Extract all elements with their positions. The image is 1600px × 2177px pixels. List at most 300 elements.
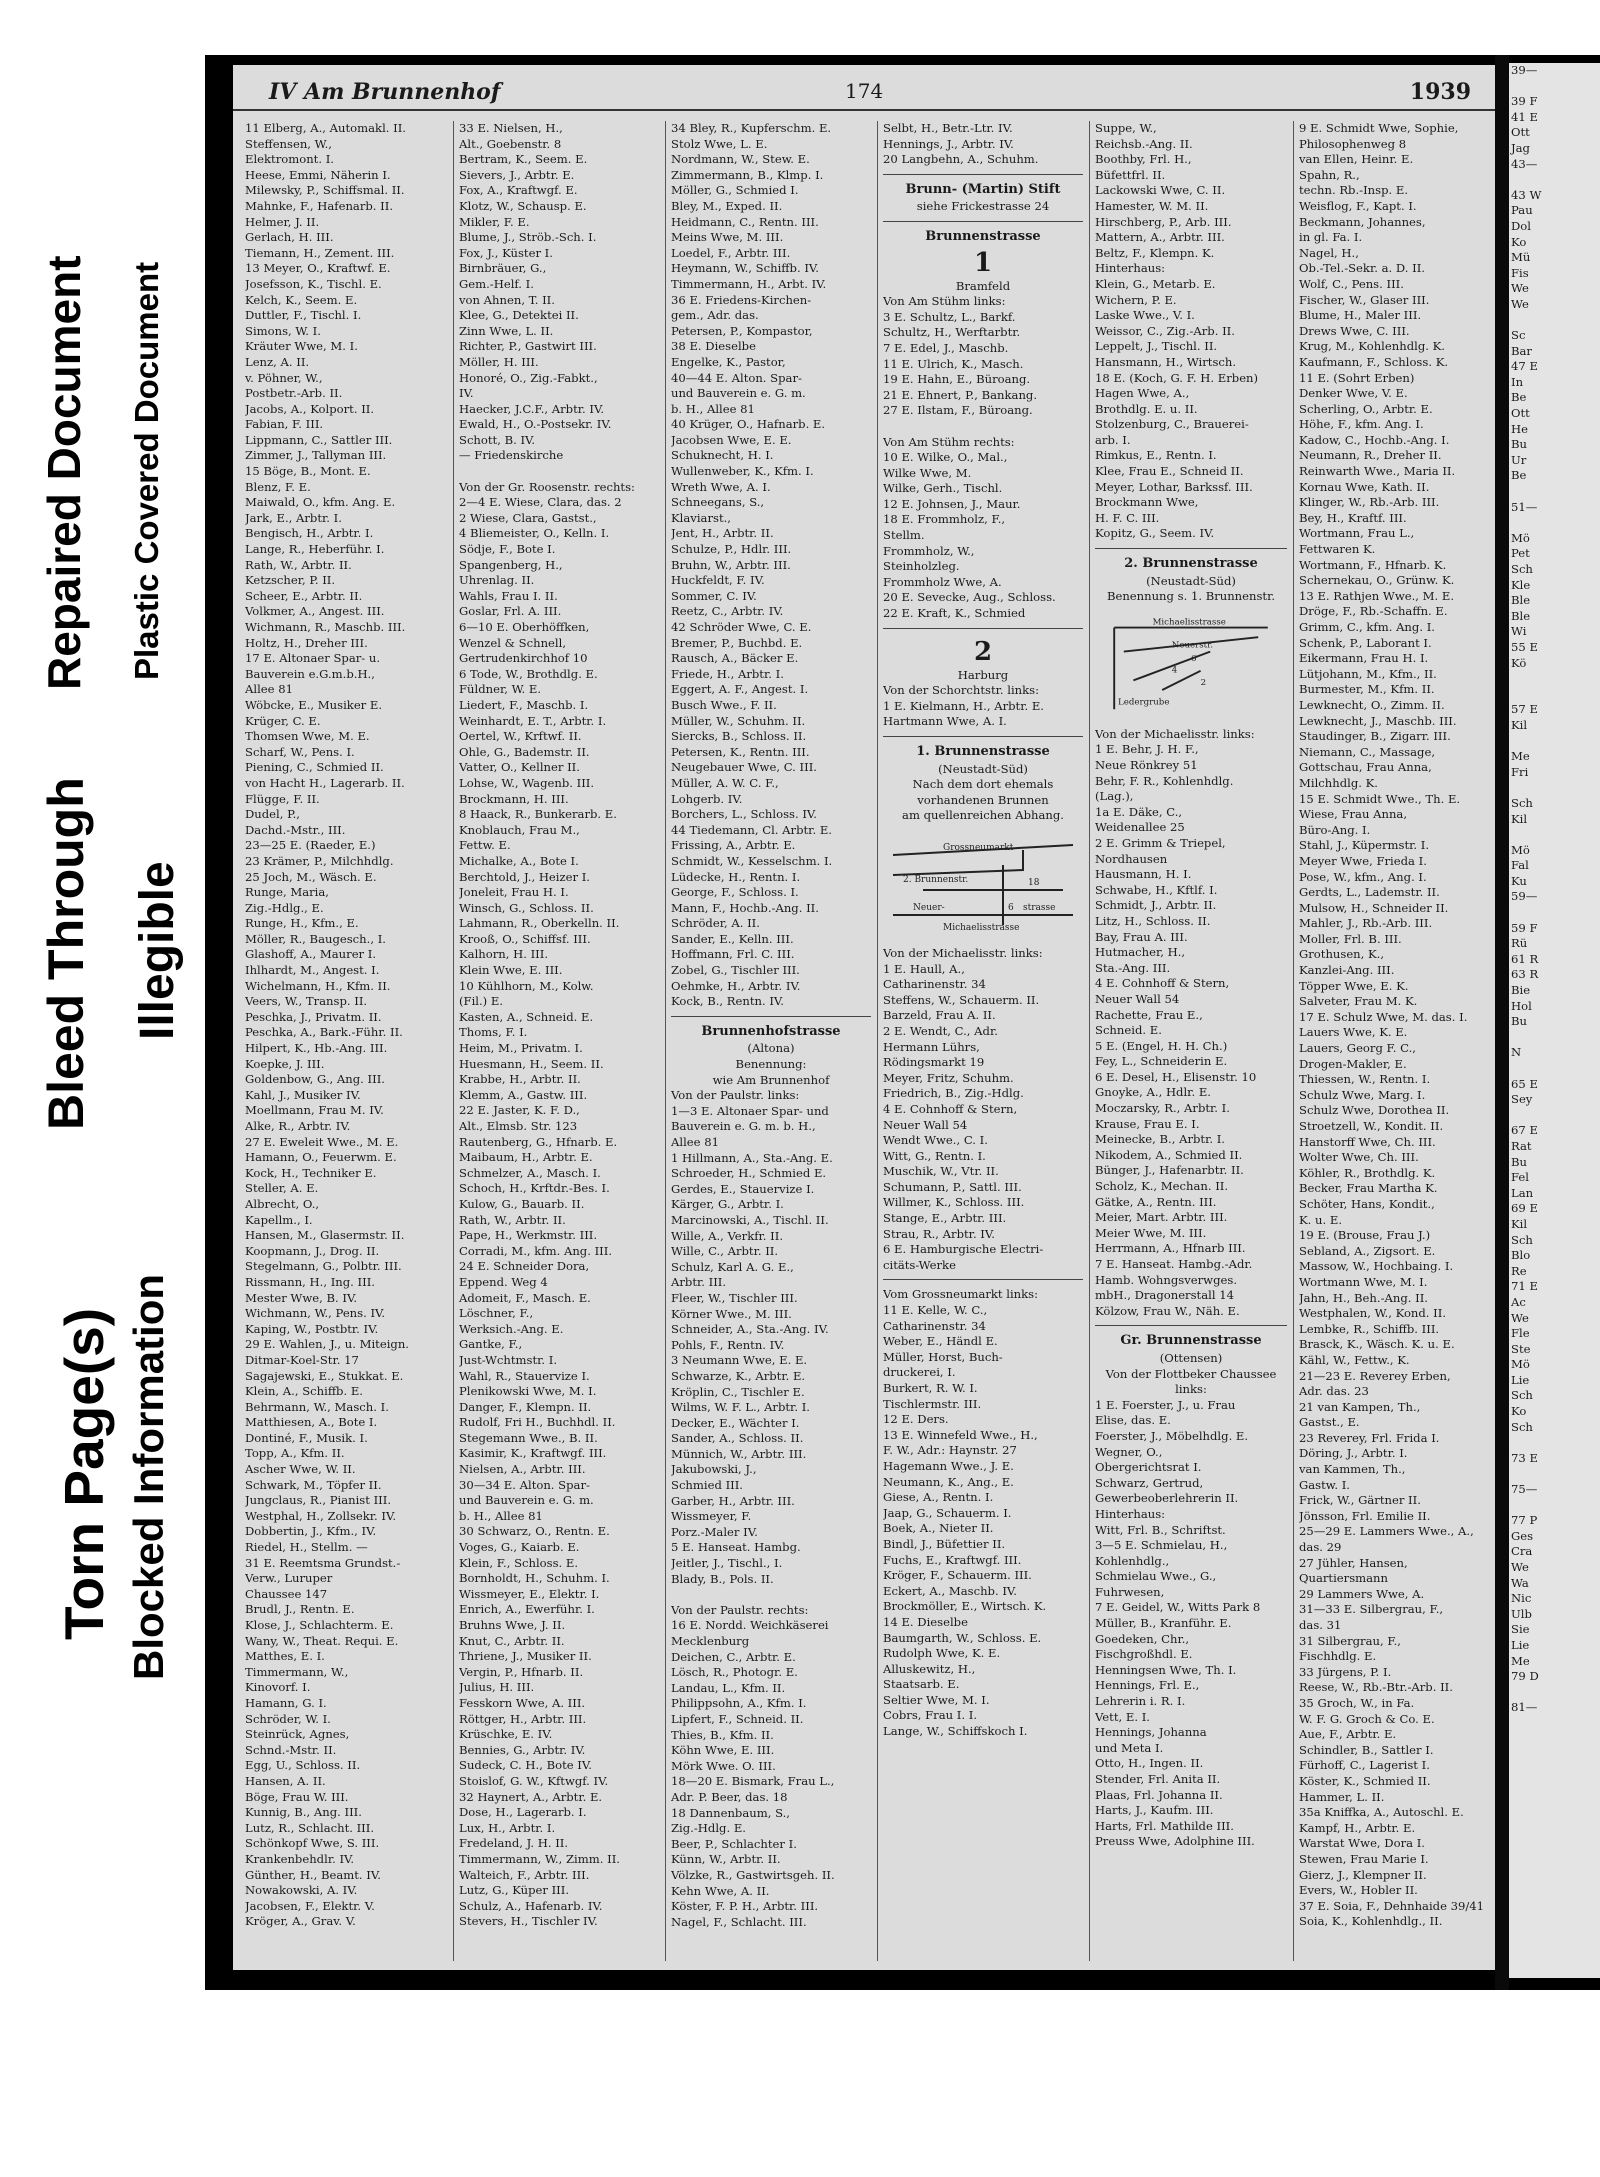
directory-entry: Klemm, A., Gastw. III. xyxy=(459,1087,588,1102)
directory-entry: Drews Wwe, C. III. xyxy=(1299,323,1410,338)
directory-entry: Rachette, Frau E., xyxy=(1095,1007,1203,1022)
directory-entry: Lewknecht, O., Zimm. II. xyxy=(1299,697,1445,712)
directory-entry: Schulz Wwe, Dorothea II. xyxy=(1299,1103,1450,1118)
directory-entry: Haecker, J.C.F., Arbtr. IV. xyxy=(459,401,605,416)
book-gutter xyxy=(1495,55,1509,1990)
directory-entry: Jungclaus, R., Pianist III. xyxy=(245,1493,392,1508)
directory-entry: Brudl, J., Rentn. E. xyxy=(245,1602,355,1617)
next-page-fragment: Sch xyxy=(1511,1232,1533,1247)
directory-entry: Meinecke, B., Arbtr. I. xyxy=(1095,1132,1225,1147)
directory-entry: Blume, J., Ströb.-Sch. I. xyxy=(459,230,597,245)
street-note: (Neustadt-Süd) xyxy=(1146,573,1236,588)
directory-entry: Gem.-Helf. I. xyxy=(459,276,534,291)
next-page-fragment: Ko xyxy=(1511,1404,1527,1419)
directory-entry: Beckmann, Johannes, xyxy=(1299,214,1426,229)
directory-entry: 16 E. Nordd. Weichkäserei xyxy=(671,1618,829,1633)
directory-entry: Plaas, Frl. Johanna II. xyxy=(1095,1787,1223,1802)
directory-entry: Meyer Wwe, Frieda I. xyxy=(1299,853,1427,868)
directory-entry: Schmidt, J., Arbtr. II. xyxy=(1095,898,1217,913)
directory-entry: Alluskewitz, H., xyxy=(883,1661,976,1676)
directory-entry: Staatsarb. E. xyxy=(883,1677,960,1692)
directory-entry: Giese, A., Rentn. I. xyxy=(883,1490,994,1505)
directory-entry: Spahn, R., xyxy=(1299,167,1360,182)
next-page-fragment xyxy=(1509,1435,1600,1451)
next-page-fragment: Kil xyxy=(1511,1216,1528,1231)
directory-entry: Catharinenstr. 34 xyxy=(883,1318,986,1333)
directory-entry: Klein Wwe, E. III. xyxy=(459,963,563,978)
next-page-fragment: 55 E xyxy=(1511,639,1538,654)
directory-entry: 10 E. Wilke, O., Mal., xyxy=(883,450,1008,465)
directory-entry: Milchhdlg. K. xyxy=(1299,775,1378,790)
directory-entry: 20 E. Sevecke, Aug., Schloss. xyxy=(883,590,1056,605)
directory-entry: Müller, W., Schuhm. II. xyxy=(671,713,806,728)
directory-entry: Dose, H., Lagerarb. I. xyxy=(459,1805,587,1820)
directory-entry: 6 E. Hamburgische Electri- xyxy=(883,1242,1044,1257)
directory-entry: Köster, K., Schmied II. xyxy=(1299,1773,1431,1788)
svg-text:18: 18 xyxy=(1028,877,1040,888)
street-heading: Brunnenhofstrasse xyxy=(701,1023,841,1039)
directory-entry: Schulz Wwe, Marg. I. xyxy=(1299,1087,1426,1102)
directory-entry: Topp, A., Kfm. II. xyxy=(245,1446,345,1461)
next-page-fragment: Kil xyxy=(1511,717,1528,732)
directory-entry: 31 Silbergrau, F., xyxy=(1299,1633,1401,1648)
directory-entry: Lackowski Wwe, C. II. xyxy=(1095,183,1226,198)
directory-entry: Harts, J., Kaufm. III. xyxy=(1095,1803,1214,1818)
directory-entry: Herrmann, A., Hfnarb III. xyxy=(1095,1241,1246,1256)
directory-entry: Hanstorff Wwe, Ch. III. xyxy=(1299,1134,1436,1149)
next-page-fragment: Nic xyxy=(1511,1591,1532,1606)
directory-entry: Beer, P., Schlachter I. xyxy=(671,1836,797,1851)
column-3 xyxy=(667,121,875,1961)
street-map-2 xyxy=(1095,611,1287,721)
directory-entry: b. H., Allee 81 xyxy=(459,1508,543,1523)
column-5 xyxy=(1091,121,1291,1961)
directory-entry: Fleer, W., Tischler III. xyxy=(671,1290,798,1305)
directory-entry: Catharinenstr. 34 xyxy=(883,977,986,992)
directory-entry: Glashoff, A., Maurer I. xyxy=(245,947,377,962)
directory-entry: Schumann, P., Sattl. III. xyxy=(883,1179,1022,1194)
directory-entry: 15 E. Schmidt Wwe., Th. E. xyxy=(1299,791,1461,806)
next-page-fragment: Me xyxy=(1511,749,1530,764)
directory-entry: Werksich.-Ang. E. xyxy=(459,1321,564,1336)
directory-entry: George, F., Schloss. I. xyxy=(671,885,799,900)
directory-entry: Deichen, C., Arbtr. E. xyxy=(671,1649,796,1664)
directory-entry: Ditmar-Koel-Str. 17 xyxy=(245,1352,359,1367)
directory-entry: Petersen, P., Kompastor, xyxy=(671,323,813,338)
next-page-fragment: Bu xyxy=(1511,1014,1527,1029)
directory-entry: Wichmann, W., Pens. IV. xyxy=(245,1306,386,1321)
directory-entry: 30 Schwarz, O., Rentn. E. xyxy=(459,1524,610,1539)
directory-entry: 13 E. Winnefeld Wwe., H., xyxy=(883,1427,1038,1442)
directory-entry: Moczarsky, R., Arbtr. I. xyxy=(1095,1101,1230,1116)
directory-entry: Tischlermstr. III. xyxy=(883,1396,982,1411)
next-page-fragment: Ulb xyxy=(1511,1606,1532,1621)
next-page-fragment: Sch xyxy=(1511,1419,1533,1434)
directory-entry: Wortmann Wwe, M. I. xyxy=(1299,1274,1428,1289)
directory-entry: Stegemann Wwe., B. II. xyxy=(459,1430,598,1445)
directory-entry: Vom Grossneumarkt links: xyxy=(883,1287,1039,1302)
directory-entry: Jacobsen, F., Elektr. V. xyxy=(245,1898,375,1913)
directory-entry: Ob.-Tel.-Sekr. a. D. II. xyxy=(1299,261,1425,276)
directory-entry: 42 Schröder Wwe, C. E. xyxy=(671,620,812,634)
directory-entry: Meins Wwe, M. III. xyxy=(671,230,784,245)
directory-entry: Köhler, R., Brothdlg. K. xyxy=(1299,1165,1436,1180)
directory-entry: 32 Haynert, A., Arbtr. E. xyxy=(459,1789,603,1804)
next-page-fragment: Mö xyxy=(1511,842,1530,857)
directory-entry: Gätke, A., Rentn. III. xyxy=(1095,1194,1217,1209)
directory-entry: Lewknecht, J., Maschb. III. xyxy=(1299,713,1457,728)
page-header xyxy=(233,75,1495,111)
directory-entry: Matthes, E. I. xyxy=(245,1649,325,1664)
directory-entry: Schmelzer, A., Masch. I. xyxy=(459,1165,601,1180)
directory-entry: Loedel, F., Arbtr. III. xyxy=(671,245,791,260)
svg-text:Michaelisstrasse: Michaelisstrasse xyxy=(1152,617,1226,628)
directory-entry: Danger, F., Klempn. II. xyxy=(459,1399,592,1414)
next-page-fragment: Sch xyxy=(1511,562,1533,576)
directory-entry: 4 E. Cohnhoff & Stern, xyxy=(883,1101,1018,1116)
directory-entry xyxy=(883,419,1083,435)
directory-entry: Fürhoff, C., Lagerist I. xyxy=(1299,1758,1430,1773)
directory-entry: Schroeder, H., Schmied E. xyxy=(671,1166,827,1181)
directory-entry: in gl. Fa. I. xyxy=(1299,230,1363,245)
directory-entry: Hennings, J., Arbtr. IV. xyxy=(883,136,1014,151)
label-torn-pages: Torn Page(s) xyxy=(53,1307,115,1640)
next-page-fragment: Sch xyxy=(1511,1388,1533,1403)
street-note: (Altona) xyxy=(747,1041,795,1056)
directory-entry: Hinterhaus: xyxy=(1095,1506,1166,1521)
directory-entry: Lösch, R., Photogr. E. xyxy=(671,1665,798,1680)
street-heading: 1. Brunnenstrasse xyxy=(916,744,1050,759)
directory-entry: Plenikowski Wwe, M. I. xyxy=(459,1384,597,1399)
directory-entry: Beltz, F., Klempn. K. xyxy=(1095,245,1215,260)
directory-entry: Heim, M., Privatm. I. xyxy=(459,1041,583,1056)
directory-entry: Stewen, Frau Marie I. xyxy=(1299,1851,1429,1866)
street-heading: Gr. Brunnenstrasse xyxy=(1120,1333,1262,1349)
directory-entry: Klotz, W., Schausp. E. xyxy=(459,198,587,213)
directory-entry: Schönkopf Wwe, S. III. xyxy=(245,1836,380,1851)
directory-entry: 40—44 E. Alton. Spar- xyxy=(671,370,802,385)
directory-entry: Ihlhardt, M., Angest. I. xyxy=(245,963,380,978)
next-page-fragment: 47 E xyxy=(1511,359,1538,374)
next-page-fragment: Kö xyxy=(1511,655,1527,670)
directory-entry: Oehmke, H., Arbtr. IV. xyxy=(671,978,801,993)
directory-entry: Wiese, Frau Anna, xyxy=(1299,807,1408,822)
directory-entry: Schöter, Hans, Kondit., xyxy=(1299,1196,1435,1211)
directory-entry: Wilke Wwe, M. xyxy=(883,465,972,480)
next-page-fragment: 81— xyxy=(1511,1700,1538,1715)
directory-entry: Schröder, W. I. xyxy=(245,1711,331,1726)
directory-entry: Kock, B., Rentn. IV. xyxy=(671,994,784,1009)
next-page-fragment: Ble xyxy=(1511,608,1531,623)
directory-entry: Bertram, K., Seem. E. xyxy=(459,152,588,167)
directory-entry: Burmester, M., Kfm. II. xyxy=(1299,682,1435,697)
directory-entry: Peschka, J., Privatm. II. xyxy=(245,1009,382,1024)
directory-entry: Holtz, H., Dreher III. xyxy=(245,635,368,650)
directory-entry: Gertrudenkirchhof 10 xyxy=(459,651,588,666)
directory-entry: 2 E. Wendt, C., Adr. xyxy=(883,1023,998,1038)
next-page-fragment: 71 E xyxy=(1511,1279,1538,1294)
directory-entry: Kräuter Wwe, M. I. xyxy=(245,339,358,354)
directory-entry: Krabbe, H., Arbtr. II. xyxy=(459,1072,581,1087)
next-page-fragment xyxy=(1509,313,1600,329)
directory-entry: Ohle, G., Bademstr. II. xyxy=(459,744,590,759)
directory-entry: Günther, H., Beamt. IV. xyxy=(245,1867,381,1882)
directory-entry: Wissmeyer, E., Elektr. I. xyxy=(459,1586,600,1601)
directory-entry: Kopitz, G., Seem. IV. xyxy=(1095,526,1215,541)
directory-entry: Landau, L., Kfm. II. xyxy=(671,1680,786,1695)
directory-entry: Boek, A., Nieter II. xyxy=(883,1521,994,1536)
next-page-fragment: 59 F xyxy=(1511,920,1538,935)
directory-entry: Schott, B. IV. xyxy=(459,432,536,447)
directory-entry: 17 E. Schulz Wwe, M. das. I. xyxy=(1299,1009,1468,1024)
directory-entry: 7 E. Edel, J., Maschb. xyxy=(883,340,1009,355)
directory-entry: Mattern, A., Arbtr. III. xyxy=(1095,230,1225,245)
next-page-fragment: Mü xyxy=(1511,250,1531,265)
directory-entry: Hamb. Wohngsverwges. xyxy=(1095,1272,1238,1287)
directory-entry: Postbetr.-Arb. II. xyxy=(245,386,343,401)
directory-entry: Soia, K., Kohlenhdlg., II. xyxy=(1299,1914,1443,1929)
directory-entry: Hutmacher, H., xyxy=(1095,945,1186,960)
condition-labels xyxy=(0,0,220,2177)
directory-entry: Bünger, J., Hafenarbtr. II. xyxy=(1095,1163,1244,1178)
directory-entry: Frommholz Wwe, A. xyxy=(883,574,1002,589)
directory-entry: Jark, E., Arbtr. I. xyxy=(245,510,342,525)
directory-entry: 25 Joch, M., Wäsch. E. xyxy=(245,869,377,884)
next-page-fragment: 51— xyxy=(1511,499,1538,514)
street-number-heading: 2 xyxy=(973,636,993,667)
directory-entry: Hansen, M., Glasermstr. II. xyxy=(245,1228,405,1243)
directory-entry: Hagemann Wwe., J. E. xyxy=(883,1458,1014,1473)
directory-entry: Hammer, L. II. xyxy=(1299,1789,1385,1804)
directory-entry: druckerei, I. xyxy=(883,1365,956,1380)
scanned-page xyxy=(205,55,1600,1990)
directory-entry: Corradi, M., kfm. Ang. III. xyxy=(459,1243,613,1258)
street-note: Von der Flottbeker Chaussee xyxy=(1105,1366,1277,1381)
street-number-heading: 1 xyxy=(973,247,993,278)
next-page-fragment xyxy=(1509,827,1600,843)
next-page-fragment: 67 E xyxy=(1511,1123,1538,1138)
directory-entry: 20 Langbehn, A., Schuhm. xyxy=(883,152,1039,167)
directory-entry: Nikodem, A., Schmied II. xyxy=(1095,1147,1243,1162)
street-map xyxy=(883,830,1083,940)
next-page-fragment: 59— xyxy=(1511,889,1538,904)
directory-entry: Lehrerin i. R. I. xyxy=(1095,1694,1186,1709)
next-page-fragment xyxy=(1509,687,1600,703)
street-note: (Neustadt-Süd) xyxy=(938,761,1028,776)
directory-entry: 2—4 E. Wiese, Clara, das. 2 xyxy=(459,495,622,510)
directory-entry: Weissor, C., Zig.-Arb. II. xyxy=(1095,323,1235,338)
directory-entry: Runge, Maria, xyxy=(245,885,329,900)
label-illegible: Illegible xyxy=(131,861,184,1040)
next-page-edge xyxy=(1509,63,1600,1978)
directory-entry: Köster, F. P. H., Arbtr. III. xyxy=(671,1899,819,1914)
directory-entry: Kröplin, C., Tischler E. xyxy=(671,1384,805,1399)
directory-entry: Hausmann, H. I. xyxy=(1095,867,1192,882)
directory-entry: Lohgerb. IV. xyxy=(671,791,743,806)
directory-entry: Kohlenhdlg., xyxy=(1095,1553,1170,1568)
directory-entry: Timmermann, W., xyxy=(245,1664,349,1679)
directory-entry: Mann, F., Hochb.-Ang. II. xyxy=(671,900,819,915)
directory-entry: Von der Schorchtstr. links: xyxy=(883,683,1040,698)
directory-entry: Krug, M., Kohlenhdlg. K. xyxy=(1299,339,1445,354)
directory-entry: Von Am Stühm links: xyxy=(883,294,1006,309)
directory-entry: Stegelmann, G., Polbtr. III. xyxy=(245,1259,402,1274)
next-page-fragment: In xyxy=(1511,374,1524,389)
directory-entry: Mikler, F. E. xyxy=(459,214,530,229)
directory-entry: Kölzow, Frau W., Näh. E. xyxy=(1095,1303,1240,1318)
directory-entry: Klee, G., Detektei II. xyxy=(459,308,579,323)
street-note: wie Am Brunnenhof xyxy=(712,1072,830,1087)
directory-entry: Krüschke, E. IV. xyxy=(459,1727,553,1742)
directory-entry: Bindl, J., Büfettier II. xyxy=(883,1536,1006,1551)
directory-entry: Rath, W., Arbtr. II. xyxy=(459,1212,566,1227)
directory-entry: Fox, J., Küster I. xyxy=(459,245,553,260)
directory-entry: 18 Dannenbaum, S., xyxy=(671,1805,790,1820)
directory-entry: Wichern, P. E. xyxy=(1095,292,1177,307)
section-rule xyxy=(883,1279,1083,1281)
directory-entry: Nielsen, A., Arbtr. III. xyxy=(459,1462,586,1477)
directory-entry: Neuer Wall 54 xyxy=(1095,991,1180,1006)
directory-entry: Von der Michaelisstr. links: xyxy=(883,945,1043,960)
directory-entry: Hirschberg, P., Arb. III. xyxy=(1095,214,1232,229)
directory-entry: Salveter, Frau M. K. xyxy=(1299,994,1418,1009)
street-note: Benennung s. 1. Brunnenstr. xyxy=(1106,589,1276,604)
directory-entry: Kulow, G., Bauarb. II. xyxy=(459,1196,585,1211)
directory-entry: gem., Adr. das. xyxy=(671,308,759,323)
directory-entry: Hansen, A. II. xyxy=(245,1773,326,1788)
directory-entry: Müller, A. W. C. F., xyxy=(671,775,779,790)
next-page-fragment: Mö xyxy=(1511,1357,1530,1372)
next-page-fragment: Kil xyxy=(1511,811,1528,826)
directory-entry: Dachd.-Mstr., III. xyxy=(245,822,346,837)
directory-entry: Wany, W., Theat. Requi. E. xyxy=(245,1633,399,1648)
directory-entry: Schulz, A., Hafenarb. IV. xyxy=(459,1898,603,1913)
directory-entry: 1 E. Kielmann, H., Arbtr. E. xyxy=(883,698,1044,713)
column-6 xyxy=(1295,121,1491,1961)
directory-entry: Stevers, H., Tischler IV. xyxy=(459,1914,598,1929)
next-page-fragment xyxy=(1509,734,1600,750)
directory-entry: Hansmann, H., Wirtsch. xyxy=(1095,354,1237,369)
directory-entry: Timmermann, H., Arbt. IV. xyxy=(671,276,827,291)
directory-entry: 37 E. Soia, F., Dehnhaide 39/41 xyxy=(1299,1898,1485,1913)
next-page-fragment: Kle xyxy=(1511,577,1531,592)
directory-entry: 9 E. Schmidt Wwe, Sophie, xyxy=(1299,121,1459,135)
directory-entry: Massow, W., Hochbaing. I. xyxy=(1299,1259,1454,1274)
directory-entry: Frick, W., Gärtner II. xyxy=(1299,1493,1421,1508)
directory-entry: Duttler, F., Tischl. I. xyxy=(245,308,362,323)
directory-entry: Meier Wwe, M. III. xyxy=(1095,1225,1207,1240)
directory-entry: Stahl, J., Küpermstr. I. xyxy=(1299,838,1430,853)
directory-entry: Willmer, K., Schloss. III. xyxy=(883,1195,1025,1210)
directory-entry: Cobrs, Frau I. I. xyxy=(883,1708,978,1723)
directory-entry: Schneegans, S., xyxy=(671,495,765,510)
directory-entry: 1a E. Däke, C., xyxy=(1095,804,1183,819)
directory-entry: Jeitler, J., Tischl., I. xyxy=(671,1556,783,1571)
directory-entry: Müller, Horst, Buch- xyxy=(883,1349,1003,1364)
next-page-fragment: 43— xyxy=(1511,156,1538,171)
directory-entry: Lahmann, R., Oberkelln. II. xyxy=(459,916,620,931)
directory-entry: techn. Rb.-Insp. E. xyxy=(1299,183,1409,198)
directory-entry: Weinhardt, E. T., Arbtr. I. xyxy=(459,713,607,728)
directory-entry: Winsch, G., Schloss. II. xyxy=(459,900,594,915)
next-page-fragment: Cra xyxy=(1511,1544,1533,1559)
directory-entry: Baumgarth, W., Schloss. E. xyxy=(883,1630,1042,1645)
directory-entry: Heese, Emmi, Näherin I. xyxy=(245,167,391,182)
directory-entry: 17 E. Altonaer Spar- u. xyxy=(245,651,381,666)
directory-entry: 18 E. (Koch, G. F. H. Erben) xyxy=(1095,370,1259,385)
directory-entry: Blady, B., Pols. II. xyxy=(671,1571,774,1586)
directory-entry: Alke, R., Arbtr. IV. xyxy=(245,1119,351,1133)
directory-entry: Zinn Wwe, L. II. xyxy=(459,323,554,338)
directory-entry: Witt, G., Rentn. I. xyxy=(883,1148,986,1163)
directory-entry: Veers, W., Transp. II. xyxy=(245,994,368,1009)
directory-entry: 29 E. Wahlen, J., u. Miteign. xyxy=(245,1337,409,1352)
directory-entry: Knoblauch, Frau M., xyxy=(459,822,580,837)
directory-entry: Dudel, P., xyxy=(245,807,300,822)
next-page-fragment: Lie xyxy=(1511,1637,1530,1652)
directory-entry: Lüdecke, H., Rentn. I. xyxy=(671,869,801,884)
directory-entry: Marcinowski, A., Tischl. II. xyxy=(671,1212,829,1227)
next-page-fragment xyxy=(1509,1108,1600,1124)
directory-entry: Kärger, G., Arbtr. I. xyxy=(671,1197,784,1212)
next-page-fragment: He xyxy=(1511,421,1528,436)
directory-entry: Volkmer, A., Angest. III. xyxy=(245,604,385,619)
column-2 xyxy=(455,121,663,1961)
next-page-fragment: Ku xyxy=(1511,873,1527,888)
directory-entry: Fuhrwesen, xyxy=(1095,1584,1165,1599)
directory-entry: Zig.-Hdlg., E. xyxy=(245,900,324,915)
directory-entry: Schulze, P., Hdlr. III. xyxy=(671,542,792,557)
directory-entry: Adr. das. 23 xyxy=(1299,1384,1369,1399)
directory-entry: Schwarz, Gertrud, xyxy=(1095,1475,1204,1490)
directory-entry: (Lag.), xyxy=(1095,789,1134,804)
directory-entry: — Friedenskirche xyxy=(459,448,564,463)
directory-entry: von Ahnen, T. II. xyxy=(459,292,555,307)
directory-entry: Bley, M., Exped. II. xyxy=(671,198,783,213)
directory-entry: Verw., Luruper xyxy=(245,1571,333,1586)
directory-entry: Gottschau, Frau Anna, xyxy=(1299,760,1432,775)
directory-entry: Bauverein e.G.m.b.H., xyxy=(245,666,375,681)
directory-entry: 2 E. Grimm & Triepel, xyxy=(1095,835,1226,850)
directory-entry: Ketzscher, P. II. xyxy=(245,573,336,588)
directory-entry: Füldner, W. E. xyxy=(459,682,542,697)
directory-entry: Pape, H., Werkmstr. III. xyxy=(459,1228,598,1243)
directory-entry: Piening, C., Schmied II. xyxy=(245,760,384,775)
next-page-fragment: Be xyxy=(1511,468,1527,483)
directory-entry: Richter, P., Gastwirt III. xyxy=(459,339,597,354)
directory-entry: Staudinger, B., Zigarr. III. xyxy=(1299,729,1451,744)
directory-entry: (Fil.) E. xyxy=(459,994,504,1009)
directory-entry: Schneider, A., Sta.-Ang. IV. xyxy=(671,1322,829,1337)
directory-entry: Dobbertin, J., Kfm., IV. xyxy=(245,1524,377,1539)
directory-entry: Eikermann, Frau H. I. xyxy=(1299,651,1429,666)
street-note: (Ottensen) xyxy=(1159,1350,1223,1365)
street-note: Bramfeld xyxy=(955,278,1011,293)
directory-entry: Fredeland, J. H. II. xyxy=(459,1836,569,1851)
directory-entry: Wendt Wwe., C. I. xyxy=(883,1133,988,1148)
next-page-fragment: Bie xyxy=(1511,983,1531,998)
directory-entry: Sudeck, C. H., Bote IV. xyxy=(459,1758,592,1773)
directory-entry: van Kammen, Th., xyxy=(1299,1462,1406,1477)
svg-text:6: 6 xyxy=(1191,654,1197,665)
directory-entry: 15 Böge, B., Mont. E. xyxy=(245,464,371,479)
directory-entry: 6—10 E. Oberhöffken, xyxy=(459,620,590,634)
directory-entry: Künn, W., Arbtr. II. xyxy=(671,1852,781,1867)
directory-entry: Jaap, G., Schauerm. I. xyxy=(883,1505,1012,1520)
directory-entry: Heymann, W., Schiffb. IV. xyxy=(671,261,819,276)
next-page-fragment: Bu xyxy=(1511,437,1527,452)
header-year: 1939 xyxy=(1409,79,1471,105)
